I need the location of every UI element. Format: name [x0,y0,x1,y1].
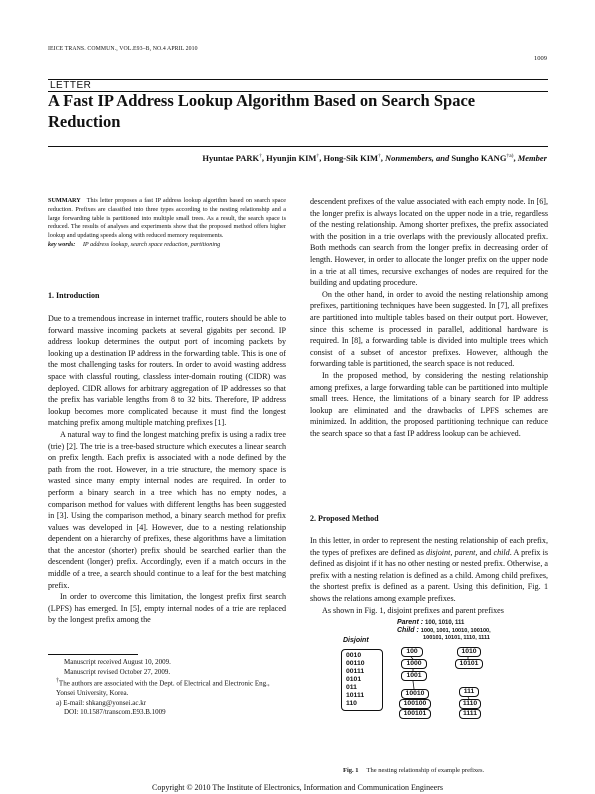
affiliation-mark: † [316,153,320,160]
prefix-node: 1110 [459,699,481,709]
author-name: Sungho KANG [451,153,507,163]
parent-label: Parent : 100, 1010, 111 [397,619,465,626]
divider [48,79,548,80]
author-name: Hong-Sik KIM [323,153,379,163]
paragraph: descendent prefixes of the value associated with each empty node. In [6], the longer prefix is always located on the upper node in a trie, regardless of the nesting relationship. Among shorter prefixes, the prefix associated with the position in a trie overlaps with the previously allocated prefix. Both methods can search from the longer prefix in decreasing order of length. However, in order to allocate the longer prefix on the upper node in a trie at all times, recursive exchanges of nodes are required for the building and updating procedure. [310,197,548,288]
footnotes [48,658,286,718]
prefix-node: 1111 [459,709,481,719]
keywords [48,241,286,250]
prefix-node: 100101 [399,709,431,719]
paragraph: On the other hand, in order to avoid the nesting relationship among prefixes, partitioning techniques have been suggested. In [7], all prefixes are partitioned into multiple tables based on their output port. However, since this scheme is processed in parallel, additional hardware is required. In [8], a forwarding table is divided into multiple trees which consist of a subset of ancestor prefixes. However, although the forwarding table is partitioned, the search space is not reduced. [310,289,548,369]
child-values-cont: 100101, 10101, 1110, 1111 [423,635,490,641]
disjoint-label: Disjoint [343,637,369,644]
right-column-body [310,196,548,439]
prefix-node: 100100 [399,699,431,709]
affiliation-mark: †a) [506,153,514,160]
intro-body [48,313,286,626]
disjoint-prefix: 110 [346,700,357,707]
divider [48,146,548,147]
copyright: Copyright © 2010 The Institute of Electronics, Information and Communication Engineers [152,783,443,792]
disjoint-prefix: 10111 [346,692,365,699]
footnote-received: Manuscript received August 10, 2009. [64,658,171,666]
footnote-revised: Manuscript revised October 27, 2009. [64,667,171,676]
paragraph: In the proposed method, by considering the nesting relationship among prefixes, a large forwarding table can be partitioned into multiple small trees. Hence, the limitations of a binary search for IP address lookup are eliminated and the drawbacks of LPFS schemes are minimized. In addition, the proposed partitioning technique can reduce the search space so that a fast IP address lookup can be achieved. [310,370,548,438]
author-list: Hyuntae PARK†, Hyunjin KIM†, Hong-Sik KIM†, Nonmembers, and Sungho KANG$^{\dagger a)}$, Member [202,153,547,163]
summary [48,197,286,250]
disjoint-prefix: 0010 [346,652,362,659]
keywords-text: IP address lookup, search space reduction, partitioning [82,240,221,248]
prefix-node: 1000 [401,659,427,669]
method-body [310,535,548,616]
running-header: IEICE TRANS. COMMUN., VOL.E93–B, NO.4 APRIL 2010 [48,46,198,52]
paper-title: A Fast IP Address Lookup Algorithm Based on Search Space Reduction [48,91,476,131]
paragraph: As shown in Fig. 1, disjoint prefixes and parent prefixes [322,605,504,615]
tree-edges [337,615,527,755]
paragraph: A natural way to find the longest matching prefix is using a radix tree (trie) [2]. The trie is a tree-based structure which executes a linear search on prefix length. Each prefix is associated with a node defined by the path from the root. However, in a trie structure, the memory space is wasted since many empty internal nodes are required. In order to perform a binary search in a tree which has no empty nodes, a comparison method for values with different lengths has been suggested in [3]. Using the comparison method, a binary search method for prefix values was developed in [4]. However, due to a nesting relationship dependent on a hierarchy of prefixes, these algorithms have a limitation that the ancestor (shorter) prefix should be searched earlier than the descendent (longer) prefix. Accordingly, even if a match occurs in the middle of a tree, a search should continue to a leaf for the best matching prefix. [48,429,286,590]
footnote-divider [48,654,138,655]
prefix-node: 1001 [401,671,427,681]
summary-label: SUMMARY [48,197,81,204]
figure-1 [337,615,527,755]
paragraph: In this letter, in order to represent the nesting relationship of each prefix, the types of prefixes are defined as disjoint, parent, and child. A prefix is defined as disjoint if it has no other nesting or nested prefix. Otherwise, a prefix with a nesting relation is defined as a child. Among child prefixes, the shortest prefix is defined as a parent. Using this definition, Fig. 1 shows the relations among example prefixes. [310,536,548,603]
prefix-node: 10101 [455,659,483,669]
author-name: Hyuntae PARK [202,153,260,163]
disjoint-prefix: 00111 [346,668,365,675]
footnote-doi: DOI: 10.1587/transcom.E93.B.1009 [64,708,166,717]
paragraph: In order to overcome this limitation, the longest prefix first search (LPFS) has emerged. In [5], empty internal nodes of a trie are replaced by the longest prefix among the [48,592,286,625]
section-heading: 1. Introduction [48,291,100,300]
affiliation-mark: † [259,153,262,160]
figure-caption: Fig. 1 The nesting relationship of example prefixes. [343,767,485,774]
tree-edge [413,681,414,689]
keywords-label: key words: [48,240,76,248]
prefix-node: 100 [401,647,423,657]
letter-label: LETTER [50,80,92,91]
summary-text: This letter proposes a fast IP address lookup algorithm based on search space reduction. Prefixes are classified into three types according to the nesting relationship and a large forwarding table is partitioned into multiple small trees. As a result, the search space is reduced. The results of analyses and experiments show that the proposed method offers higher lookup and updating speeds along with reduced memory requirements. [48,197,286,240]
paragraph: Due to a tremendous increase in internet traffic, routers should be able to forward massive incoming packets at several gigabits per second. IP address lookup determines the output port of incoming packets by looking up a destination IP address in the forwarding table. This is one of the most challenging tasks for routers. In order to avoid wasting address space with classful routing, classless inter-domain routing (CIDR) was deployed. CIDR allows for arbitrary aggregation of IP addresses so that the prefix has variable lengths from 8 to 32 bits. Therefore, IP address lookup becomes more complicated because it must find the longest matching prefix among multiple matching prefixes [1]. [48,314,286,428]
page-number: 1009 [534,55,547,62]
affiliation-mark: † [378,153,381,160]
prefix-node: 1010 [457,647,481,657]
membership: Nonmembers, and [385,153,450,163]
disjoint-prefix: 00110 [346,660,365,667]
membership: Member [517,153,547,163]
footnote-affiliation: †The authors are associated with the Dept. of Electrical and Electronic Eng., Yonsei University, Korea. [56,678,270,698]
section-heading: 2. Proposed Method [310,514,379,523]
child-label: Child : 1000, 1001, 10010, 100100, [397,627,491,634]
disjoint-prefix: 0101 [346,676,362,683]
prefix-node: 10010 [401,689,429,699]
author-name: Hyunjin KIM [266,153,317,163]
prefix-node: 111 [459,687,479,697]
disjoint-prefix: 011 [346,684,357,691]
footnote-email: a) E-mail: shkang@yonsei.ac.kr [56,698,147,707]
